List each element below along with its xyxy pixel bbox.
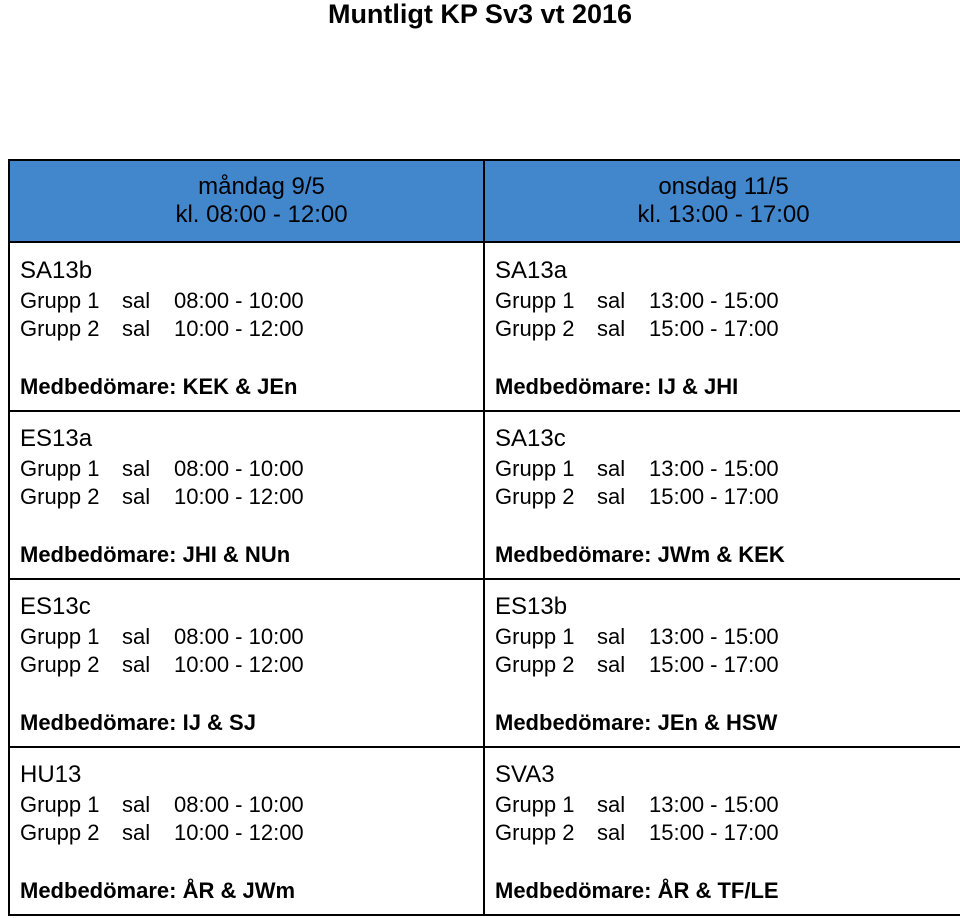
room-label: sal	[122, 792, 151, 817]
group-row	[495, 483, 935, 511]
time-range: 15:00 - 17:00	[649, 820, 779, 845]
group-row	[20, 315, 460, 343]
row-divider	[10, 746, 960, 748]
medbedomare-label: Medbedömare: ÅR & TF/LE	[495, 878, 779, 903]
group-row	[20, 455, 460, 483]
room-label: sal	[597, 484, 626, 509]
class-name: SA13a	[495, 257, 568, 284]
group-row	[495, 791, 935, 819]
table-header	[10, 161, 960, 243]
time-label: kl. 08:00 - 12:00	[175, 201, 348, 228]
class-name: SA13c	[495, 425, 566, 452]
medbedomare-label: Medbedömare: IJ & SJ	[20, 710, 256, 735]
column-divider	[483, 161, 485, 914]
room-label: sal	[122, 456, 151, 481]
class-name: ES13c	[20, 593, 91, 620]
day-label: onsdag 11/5	[658, 173, 789, 200]
group-row	[495, 287, 935, 315]
group-row	[495, 819, 935, 847]
time-range: 10:00 - 12:00	[174, 484, 304, 509]
time-range: 10:00 - 12:00	[174, 820, 304, 845]
medbedomare-label: Medbedömare: JHI & NUn	[20, 542, 291, 567]
group-row	[20, 483, 460, 511]
room-label: sal	[597, 456, 626, 481]
time-range: 15:00 - 17:00	[649, 316, 779, 341]
room-label: sal	[597, 288, 626, 313]
group-label: Grupp 2	[20, 652, 100, 677]
group-label: Grupp 2	[495, 820, 575, 845]
group-label: Grupp 2	[495, 652, 575, 677]
time-range: 10:00 - 12:00	[174, 652, 304, 677]
group-label: Grupp 2	[20, 484, 100, 509]
day-label: måndag 9/5	[198, 173, 325, 200]
group-row	[495, 623, 935, 651]
group-label: Grupp 1	[495, 624, 575, 649]
group-row	[20, 623, 460, 651]
row-divider	[10, 578, 960, 580]
page-title: Muntligt KP Sv3 vt 2016	[327, 0, 633, 29]
group-row	[495, 315, 935, 343]
room-label: sal	[597, 316, 626, 341]
time-range: 08:00 - 10:00	[174, 624, 304, 649]
class-cell-right	[495, 425, 935, 575]
class-cell-right	[495, 593, 935, 743]
room-label: sal	[122, 820, 151, 845]
medbedomare-label: Medbedömare: JWm & KEK	[495, 542, 785, 567]
time-range: 13:00 - 15:00	[649, 792, 779, 817]
group-row	[495, 455, 935, 483]
group-label: Grupp 2	[20, 316, 100, 341]
group-label: Grupp 1	[495, 792, 575, 817]
group-row	[20, 287, 460, 315]
group-label: Grupp 2	[495, 484, 575, 509]
group-label: Grupp 1	[20, 792, 100, 817]
group-label: Grupp 1	[495, 288, 575, 313]
group-label: Grupp 1	[20, 624, 100, 649]
time-range: 08:00 - 10:00	[174, 792, 304, 817]
medbedomare-label: Medbedömare: ÅR & JWm	[20, 878, 296, 903]
day-header-wednesday	[485, 173, 960, 229]
group-row	[20, 791, 460, 819]
class-name: SVA3	[495, 761, 555, 788]
group-row	[20, 651, 460, 679]
room-label: sal	[597, 624, 626, 649]
class-cell-left	[20, 425, 460, 575]
class-name: ES13a	[20, 425, 93, 452]
class-name: SA13b	[20, 257, 93, 284]
group-row	[20, 819, 460, 847]
group-row	[495, 651, 935, 679]
class-cell-right	[495, 257, 935, 407]
time-range: 08:00 - 10:00	[174, 288, 304, 313]
room-label: sal	[122, 288, 151, 313]
room-label: sal	[597, 792, 626, 817]
row-divider	[10, 410, 960, 412]
time-range: 08:00 - 10:00	[174, 456, 304, 481]
class-name: ES13b	[495, 593, 568, 620]
time-range: 13:00 - 15:00	[649, 624, 779, 649]
class-cell-left	[20, 593, 460, 743]
time-range: 13:00 - 15:00	[649, 288, 779, 313]
medbedomare-label: Medbedömare: IJ & JHI	[495, 374, 739, 399]
group-label: Grupp 1	[20, 288, 100, 313]
class-cell-left	[20, 761, 460, 911]
medbedomare-label: Medbedömare: KEK & JEn	[20, 374, 298, 399]
group-label: Grupp 2	[20, 820, 100, 845]
time-range: 10:00 - 12:00	[174, 316, 304, 341]
class-cell-left	[20, 257, 460, 407]
room-label: sal	[597, 820, 626, 845]
time-label: kl. 13:00 - 17:00	[637, 201, 810, 228]
room-label: sal	[122, 316, 151, 341]
group-label: Grupp 1	[20, 456, 100, 481]
time-range: 15:00 - 17:00	[649, 484, 779, 509]
room-label: sal	[122, 624, 151, 649]
class-name: HU13	[20, 761, 82, 788]
medbedomare-label: Medbedömare: JEn & HSW	[495, 710, 778, 735]
group-label: Grupp 1	[495, 456, 575, 481]
room-label: sal	[597, 652, 626, 677]
class-cell-right	[495, 761, 935, 911]
time-range: 13:00 - 15:00	[649, 456, 779, 481]
day-header-monday	[10, 173, 483, 229]
group-label: Grupp 2	[495, 316, 575, 341]
room-label: sal	[122, 484, 151, 509]
time-range: 15:00 - 17:00	[649, 652, 779, 677]
room-label: sal	[122, 652, 151, 677]
